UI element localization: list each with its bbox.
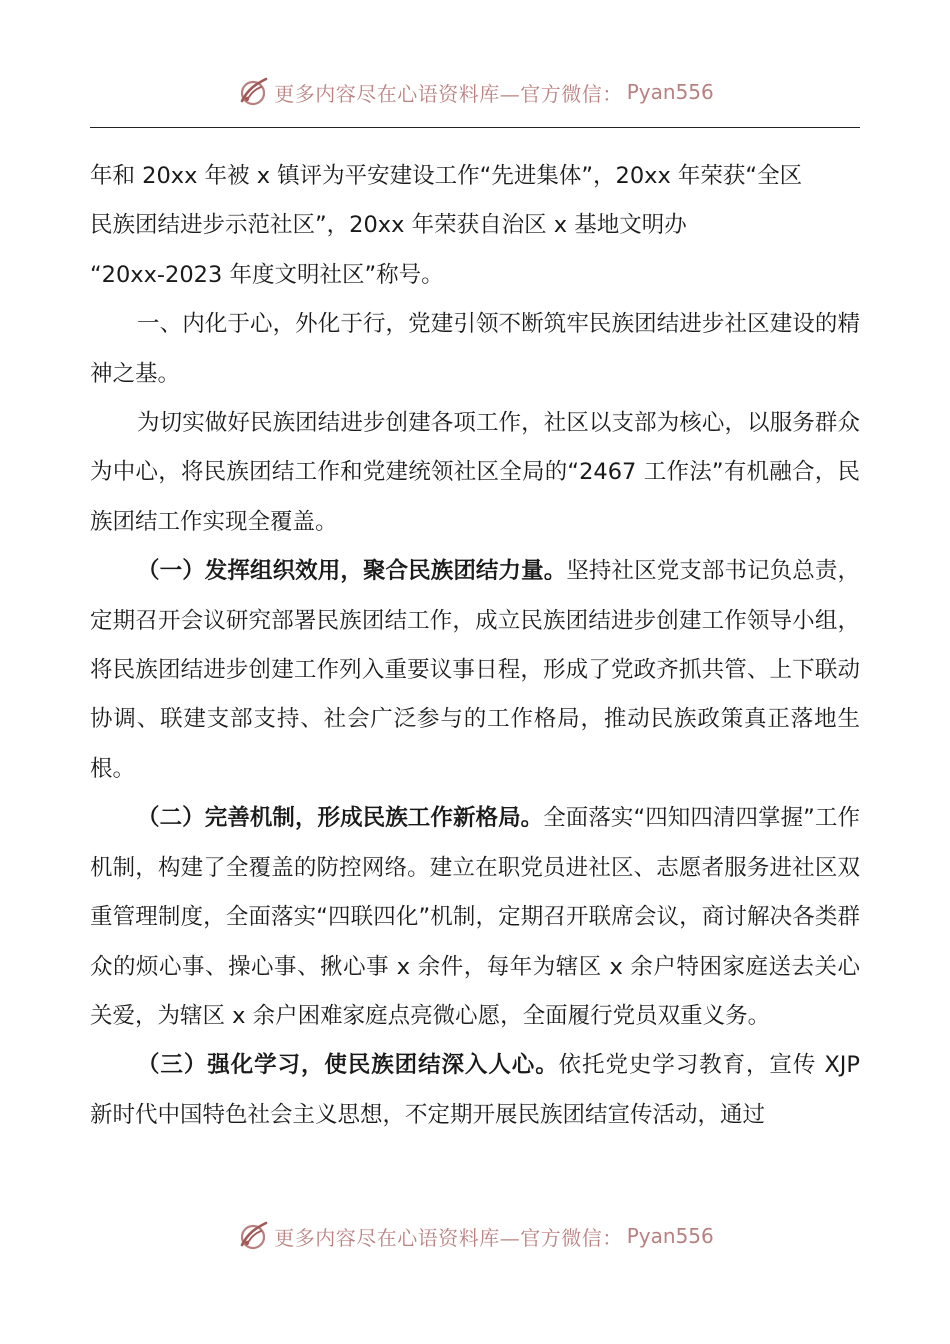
- header-divider: [90, 127, 860, 128]
- paragraph-line: 民族团结进步示范社区”，20xx 年荣获自治区 x 基地文明办: [90, 212, 687, 239]
- item-title: （二）完善机制，形成民族工作新格局。: [137, 805, 544, 832]
- list-item: [90, 1041, 860, 1140]
- page-footer: [0, 1214, 950, 1258]
- list-item: [90, 794, 860, 1041]
- document-body: [90, 152, 860, 1140]
- brush-heart-logo-icon: [236, 75, 270, 109]
- paragraph-line: “20xx-2023 年度文明社区”称号。: [90, 261, 444, 288]
- banner-wechat-id: Pyan556: [626, 80, 714, 104]
- item-title: （一）发挥组织效用，聚合民族团结力量。: [137, 558, 567, 585]
- item-text: 全面落实“四知四清四掌握”工作机制，构建了全覆盖的防控网络。建立在职党员进社区、志愿者服务进社区双重管理制度，全面落实“四联四化”机制，定期召开联席会议，商讨解决各类群众的烦心事、操心事、揪心事 x 余件，每年为辖区 x 余户特困家庭送去关心关爱，为辖区 x 余户困难家庭点亮微心愿，全面履行党员双重义务。: [90, 805, 860, 1029]
- banner-text: 更多内容尽在心语资料库—官方微信：: [274, 81, 623, 106]
- paragraph: 为切实做好民族团结进步创建各项工作，社区以支部为核心，以服务群众为中心，将民族团结工作和党建统领社区全局的“2467 工作法”有机融合，民族团结工作实现全覆盖。: [90, 410, 860, 535]
- banner-text: 更多内容尽在心语资料库—官方微信：: [274, 1225, 623, 1250]
- section-heading: 一、内化于心，外化于行，党建引领不断筑牢民族团结进步社区建设的精神之基。: [90, 311, 860, 387]
- item-title: （三）强化学习，使民族团结深入人心。: [137, 1052, 559, 1079]
- brush-heart-logo-icon: [236, 1219, 270, 1253]
- list-item: [90, 547, 860, 794]
- page-header: [0, 70, 950, 114]
- paragraph-line: 年和 20xx 年被 x 镇评为平安建设工作“先进集体”，20xx 年荣获“全区: [90, 163, 803, 189]
- watermark-banner: [236, 1219, 714, 1253]
- watermark-banner: [236, 75, 714, 109]
- banner-wechat-id: Pyan556: [626, 1224, 714, 1248]
- item-text: 坚持社区党支部书记负总责，定期召开会议研究部署民族团结工作，成立民族团结进步创建工作领导小组，将民族团结进步创建工作列入重要议事日程，形成了党政齐抓共管、上下联动协调、联建支部支持、社会广泛参与的工作格局，推动民族政策真正落地生根。: [90, 558, 860, 782]
- item-text: 依托党史学习教育，宣传 XJP 新时代中国特色社会主义思想，不定期开展民族团结宣传活动，通过: [90, 1052, 860, 1128]
